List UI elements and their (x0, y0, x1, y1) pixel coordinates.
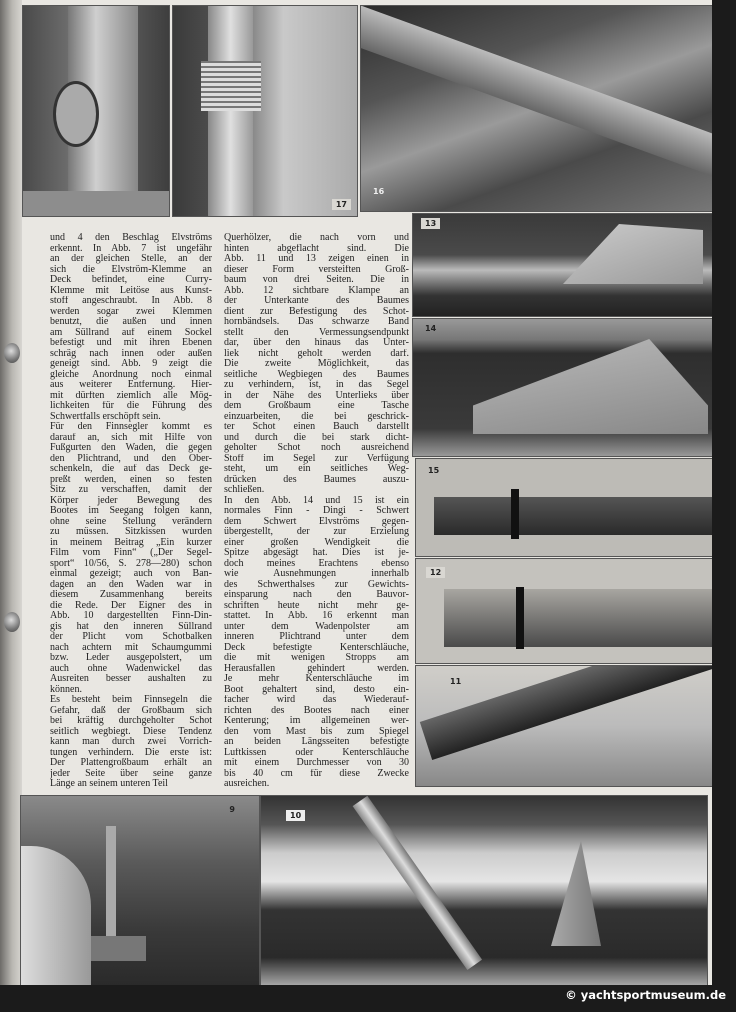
text-line: können. (50, 684, 82, 695)
text-line: Spitze abgesägt hat. Dies ist je- (224, 548, 409, 558)
text-line: ter Schot einen Bauch darstellt (224, 422, 409, 432)
paragraph (50, 233, 212, 422)
figure-number: 15 (428, 466, 440, 475)
text-line: tungen verhindern. Die erste ist: (50, 747, 212, 758)
figure-number: 16 (373, 187, 385, 196)
text-line: bei kräftig durchgeholter Schot (50, 716, 212, 726)
photo-12-boom-cleat (415, 558, 712, 664)
text-line: Schwertfalls erschöpft sein. (50, 411, 161, 422)
text-line: Körper jeder Bewegung des (50, 495, 212, 506)
text-line: dar, über den hinaus das Unter- (224, 338, 409, 348)
text-line: einmal gezeigt; auch von Ban- (50, 569, 212, 579)
binder-hole (4, 343, 20, 363)
paragraph (224, 233, 409, 496)
text-line: Abb. 12 sichtbare Klampe an (224, 285, 409, 296)
text-line: einer großen Wendigkeit die (224, 537, 409, 548)
photo-13-boom (412, 213, 712, 317)
text-line: diesem Zusammenhang bereits (50, 590, 212, 600)
text-line: Ausreiten besser aushalten zu (50, 674, 212, 684)
text-line: hinten abgeflacht sind. Die (224, 243, 409, 254)
article-text-right-column (224, 233, 409, 790)
text-line: schenkeln, die auf das Deck ge- (50, 464, 212, 474)
text-line: der Unterkante des Baumes (224, 296, 409, 306)
text-line: nach achtern mit Schaumgummi (50, 642, 212, 653)
paragraph (224, 496, 409, 790)
binder-hole (4, 612, 20, 632)
text-line: facher wird das Wiederauf- (224, 695, 409, 705)
text-line: dem Schwert Elvströms gegen- (224, 516, 409, 527)
text-line: seitliche Wegbiegen des Baumes (224, 369, 409, 380)
text-line: sport“ 10/56, S. 278—280) schon (50, 558, 212, 569)
text-line: benutzt, die außen und innen (50, 317, 212, 327)
text-line: aus weiterer Entfernung. Hier- (50, 380, 212, 390)
photo-deck-fitting (22, 5, 170, 217)
text-line: mit dürften ziemlich alle Mög- (50, 390, 212, 401)
text-line: dieser Form versteiften Groß- (224, 264, 409, 275)
text-line: richten des Bootes nach einer (224, 705, 409, 716)
photo-9-cleats (20, 795, 260, 985)
text-line: in der Nähe des Unterlieks über (224, 390, 409, 401)
text-line: Bootes im Seegang folgen kann, (50, 506, 212, 516)
text-line: bis 40 cm für diese Zwecke (224, 768, 409, 779)
text-line: auch ohne Wadenwickel das (50, 663, 212, 674)
text-line: Die zweite Möglichkeit, das (224, 359, 409, 369)
text-line: hornbändsels. Das schwarze Band (224, 317, 409, 327)
figure-number: 13 (421, 218, 440, 229)
text-line: Deck befestigte Kenterschläuche, (224, 642, 409, 653)
text-line: am Süllrand auf einem Sockel (50, 327, 212, 338)
figure-number: 11 (450, 677, 462, 686)
text-line: preßt werden, einen so festen (50, 474, 212, 485)
text-line: stellt den Vermessungsendpunkt (224, 327, 409, 338)
text-line: baum von drei Seiten. Die in (224, 275, 409, 285)
text-line: zu müssen. Sitzkissen wurden (50, 527, 212, 537)
text-line: und durch die bei stark dicht- (224, 432, 409, 443)
photo-14-centreboard (412, 318, 712, 457)
text-line: schräg nach innen oder außen (50, 348, 212, 359)
text-line: drücken des Baumes auszu- (224, 474, 409, 485)
text-line: Deck befindet, eine Curry- (50, 275, 212, 285)
text-line: Je mehr Kenterschläuche im (224, 674, 409, 684)
text-line: doch meines Erachtens ebenso (224, 558, 409, 569)
text-line: Der Plattengroßbaum erhält an (50, 758, 212, 768)
text-line: seitlich wegbiegt. Diese Tendenz (50, 726, 212, 737)
text-line: den Plichtrand, und den Ober- (50, 453, 212, 464)
text-line: ohne seine Stellung verändern (50, 516, 212, 527)
text-line: Herausfallen gehindert werden. (224, 663, 409, 674)
text-line: Stoff im Segel zur Verfügung (224, 453, 409, 464)
paragraph (50, 422, 212, 695)
text-line: und 4 den Beschlag Elvströms (50, 233, 212, 243)
paragraph (50, 695, 212, 790)
text-line: Luftkissen oder Kenterschläuche (224, 747, 409, 758)
photo-16-cockpit-tubes (360, 5, 712, 212)
text-line: liek nicht geholt werden darf. (224, 348, 409, 359)
text-line: Gefahr, daß der Großbaum sich (50, 705, 212, 716)
text-line: steht, um ein seitliches Weg- (224, 464, 409, 474)
figure-number: 10 (286, 810, 305, 821)
text-line: In den Abb. 14 und 15 ist ein (224, 495, 409, 506)
text-line: Es besteht beim Finnsegeln die (50, 695, 212, 705)
text-line: Boot gehaltert sind, desto ein- (224, 684, 409, 695)
text-line: einzuarbeiten, die bei geschrick- (224, 411, 409, 422)
text-line: Sitz zu verschaffen, damit der (50, 485, 212, 495)
text-line: kann man durch zwei Vorrich- (50, 737, 212, 747)
text-line: einsparung nach den Bauvor- (224, 590, 409, 600)
text-line: gleiche Anordnung noch einmal (50, 369, 212, 380)
text-line: ausreichen. (224, 779, 270, 789)
photo-10-finn-dinghy (260, 795, 708, 985)
text-line: schließen. (224, 485, 265, 495)
text-line: Klemme mit Leitöse aus Kunst- (50, 285, 212, 296)
copyright-credit: © yachtsportmuseum.de (565, 988, 726, 1002)
text-line: die mit wenigen Stropps am (224, 653, 409, 663)
text-line: sich die Elvström-Klemme an (50, 264, 212, 275)
photo-11-boom (415, 665, 712, 787)
text-line: inneren Plichtrand unter dem (224, 632, 409, 642)
text-line: den vom Mast bis zum Spiegel (224, 726, 409, 737)
text-line: stattet. In Abb. 16 erkennt man (224, 611, 409, 621)
text-line: Länge an seinem unteren Teil (50, 779, 168, 789)
text-line: lichkeiten für die Führung des (50, 401, 212, 411)
text-line: Abb. 11 und 13 zeigen einen in (224, 254, 409, 264)
page-spine-shadow (0, 0, 22, 985)
text-line: dagen an den Waden war in (50, 579, 212, 590)
text-line: darauf an, sich mit Hilfe von (50, 432, 212, 443)
text-line: Für den Finnsegler kommt es (50, 422, 212, 432)
text-line: an beiden Längsseiten befestigte (224, 737, 409, 747)
text-line: Fußgurten den Waden, die gegen (50, 443, 212, 453)
figure-number: 14 (425, 324, 437, 333)
article-text-left-column (50, 233, 212, 790)
text-line: geneigt sind. Abb. 9 zeigt die (50, 359, 212, 369)
text-line: dem Großbaum eine Tasche (224, 401, 409, 411)
text-line: der Plicht vom Schotbalken (50, 632, 212, 642)
text-line: wie Ausnehmungen innerhalb (224, 569, 409, 579)
text-line: des Schwerthalses zur Gewichts- (224, 579, 409, 590)
text-line: geholter Schot noch ausreichend (224, 443, 409, 453)
text-line: zu verhindern, ist, in das Segel (224, 380, 409, 390)
text-line: schriften heute nicht mehr ge- (224, 600, 409, 611)
text-line: werden sogar zwei Klemmen (50, 306, 212, 317)
text-line: bzw. Leder ausgepolstert, um (50, 653, 212, 663)
figure-number: 17 (332, 199, 351, 210)
text-line: in meinem Beitrag „Ein kurzer (50, 537, 212, 548)
text-line: mit einem Durchmesser von 30 (224, 758, 409, 768)
text-line: stoff angeschraubt. In Abb. 8 (50, 296, 212, 306)
figure-number: 12 (426, 567, 445, 578)
figure-number: 9 (229, 805, 235, 814)
text-line: dient zur Befestigung des Schot- (224, 306, 409, 317)
text-line: Abb. 10 dargestellten Finn-Din- (50, 611, 212, 621)
photo-15-boom (415, 458, 712, 557)
text-line: normales Finn - Dingi - Schwert (224, 506, 409, 516)
text-line: jeder Seite über seine ganze (50, 768, 212, 779)
text-line: erkennt. In Abb. 7 ist ungefähr (50, 243, 212, 254)
text-line: Querhölzer, die nach vorn und (224, 233, 409, 243)
text-line: die Rede. Der Eigner des in (50, 600, 212, 611)
text-line: gis hat den inneren Süllrand (50, 621, 212, 632)
photo-17-mast (172, 5, 358, 217)
text-line: übergestellt, der zur Erzielung (224, 527, 409, 537)
text-line: an der gleichen Stelle, an der (50, 254, 212, 264)
text-line: Kenterung; im allgemeinen wer- (224, 716, 409, 726)
text-line: unter dem Wadenpolster am (224, 621, 409, 632)
text-line: Film vom Finn“ („Der Segel- (50, 548, 212, 558)
text-line: befestigt und mit ihren Ebenen (50, 338, 212, 348)
